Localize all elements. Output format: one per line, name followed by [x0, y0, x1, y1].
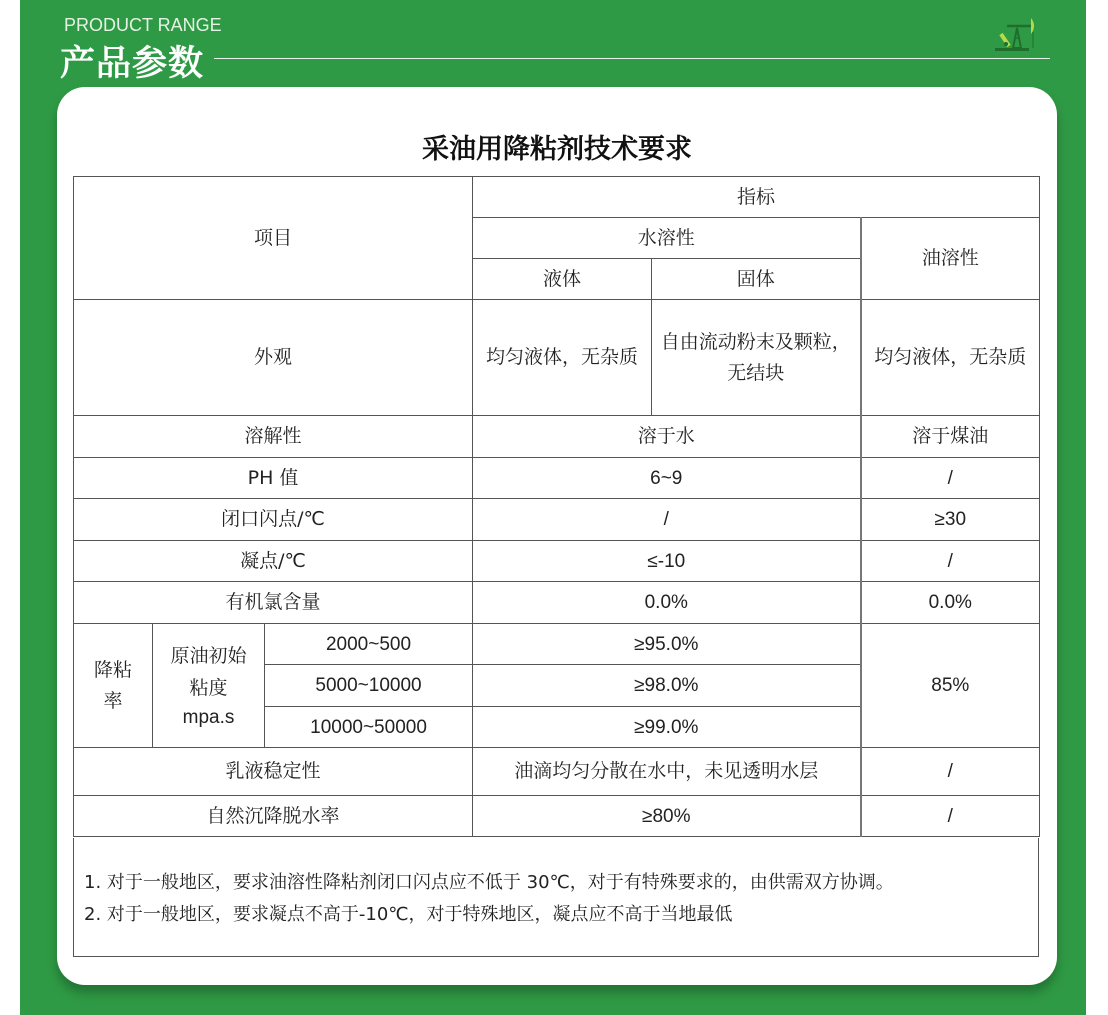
- row-label-organic-chlorine: 有机氯含量: [74, 582, 473, 624]
- cell-viscosity-oil: 85%: [861, 624, 1040, 748]
- row-label-freezing-point: 凝点/℃: [74, 541, 473, 582]
- row-label-ph: PH 值: [74, 458, 473, 499]
- header-water-soluble: 水溶性: [473, 218, 861, 259]
- cell-emulsion-stability-water: 油滴均匀分散在水中，未见透明水层: [473, 748, 861, 796]
- cell-viscosity-range-1: 2000~500: [265, 624, 473, 665]
- header-item: 项目: [74, 177, 473, 300]
- row-label-dehydration-rate: 自然沉降脱水率: [74, 796, 473, 837]
- cell-viscosity-water-2: ≥98.0%: [473, 665, 861, 707]
- cell-viscosity-range-2: 5000~10000: [265, 665, 473, 707]
- notes-box: [73, 838, 1039, 957]
- header-solid: 固体: [652, 259, 861, 300]
- cell-viscosity-water-1: ≥95.0%: [473, 624, 861, 665]
- cell-dehydration-rate-water: ≥80%: [473, 796, 861, 837]
- cell-appearance-liquid: 均匀液体，无杂质: [473, 300, 652, 416]
- cell-freezing-point-oil: /: [861, 541, 1040, 582]
- document-title: 采油用降粘剂技术要求: [422, 134, 692, 165]
- cell-appearance-oil: 均匀液体，无杂质: [861, 300, 1040, 416]
- cell-solubility-oil: 溶于煤油: [861, 416, 1040, 458]
- spec-table: [73, 176, 1040, 837]
- header-oil-soluble: 油溶性: [861, 218, 1040, 300]
- cell-appearance-solid: 自由流动粉末及颗粒，无结块: [652, 300, 861, 416]
- cell-dehydration-rate-oil: /: [861, 796, 1040, 837]
- cell-viscosity-water-3: ≥99.0%: [473, 707, 861, 748]
- row-label-viscosity-reduction: [74, 624, 153, 748]
- row-label-emulsion-stability: 乳液稳定性: [74, 748, 473, 796]
- row-label-solubility: 溶解性: [74, 416, 473, 458]
- note-1: 1. 对于一般地区，要求油溶性降粘剂闭口闪点应不低于 30℃，对于有特殊要求的，由供需双方协调。: [84, 872, 894, 893]
- viscosity-unit: mpa.s: [182, 706, 235, 728]
- cell-ph-water: 6~9: [473, 458, 861, 499]
- heading-divider: [214, 58, 1050, 59]
- cell-flash-point-oil: ≥30: [861, 499, 1040, 541]
- cell-freezing-point-water: ≤-10: [473, 541, 861, 582]
- row-label-appearance: 外观: [74, 300, 473, 416]
- note-2: 2. 对于一般地区，要求凝点不高于-10℃，对于特殊地区，凝点应不高于当地最低: [84, 904, 733, 925]
- spec-card: [57, 87, 1057, 985]
- cell-flash-point-water: /: [473, 499, 861, 541]
- row-sublabel-initial-viscosity: [153, 624, 265, 748]
- cell-organic-chlorine-water: 0.0%: [473, 582, 861, 624]
- row-label-flash-point: 闭口闪点/℃: [74, 499, 473, 541]
- cell-viscosity-range-3: 10000~50000: [265, 707, 473, 748]
- viscosity-reduction-label: 降粘率: [93, 658, 132, 712]
- cell-solubility-water: 溶于水: [473, 416, 861, 458]
- cell-emulsion-stability-oil: /: [861, 748, 1040, 796]
- header-indicator: 指标: [473, 177, 1040, 218]
- section-eyebrow: PRODUCT RANGE: [64, 15, 222, 35]
- header-liquid: 液体: [473, 259, 652, 300]
- cell-ph-oil: /: [861, 458, 1040, 499]
- oil-pump-jack-icon: [993, 14, 1039, 54]
- section-heading: 产品参数: [60, 44, 205, 84]
- cell-organic-chlorine-oil: 0.0%: [861, 582, 1040, 624]
- initial-viscosity-label: 原油初始粘度: [170, 644, 247, 699]
